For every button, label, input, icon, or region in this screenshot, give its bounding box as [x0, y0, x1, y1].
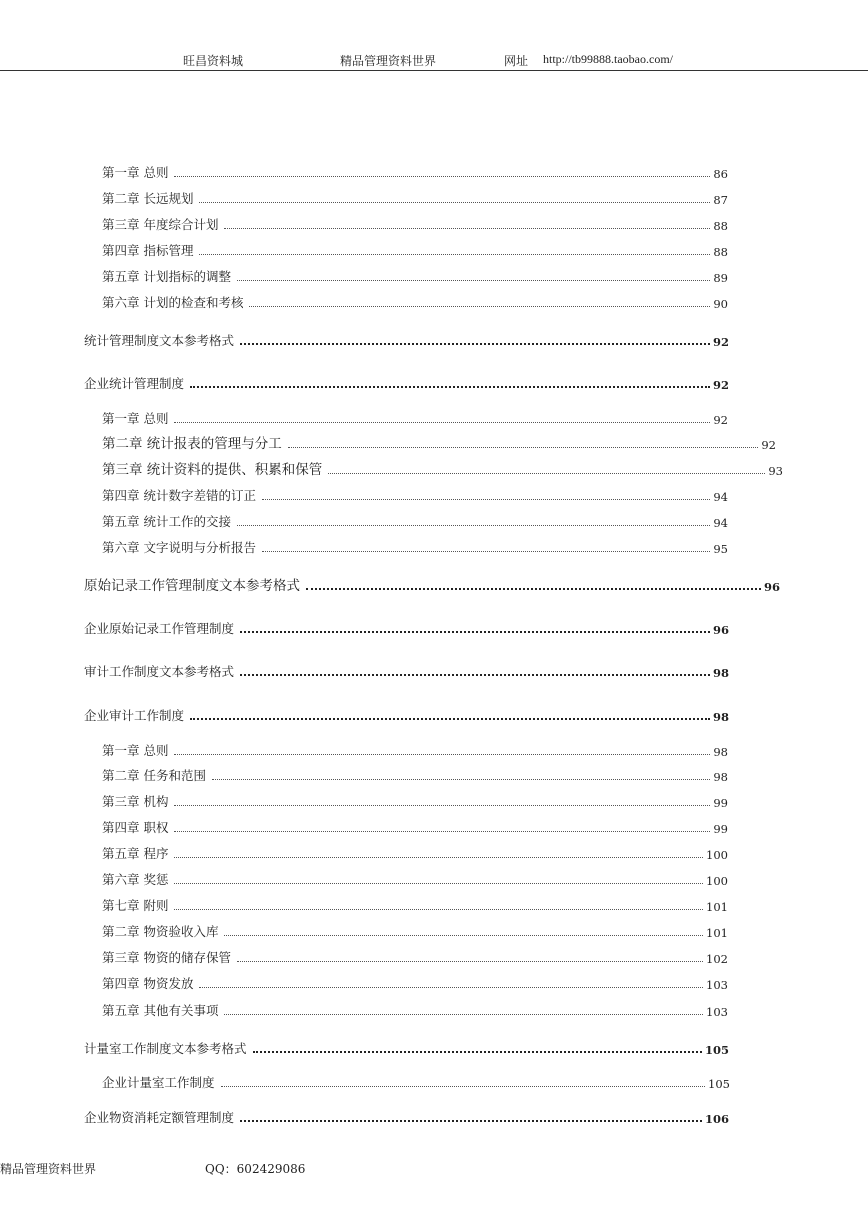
toc-entry[interactable]: 第六章 奖惩 100 — [102, 872, 728, 888]
toc-section-entry[interactable]: 企业审计工作制度 98 — [84, 708, 729, 724]
toc-entry[interactable]: 第六章 文字说明与分析报告 95 — [102, 540, 728, 556]
toc-entry[interactable]: 第七章 附则 101 — [102, 898, 728, 914]
toc-entry[interactable]: 第一章 总则 92 — [102, 411, 728, 427]
toc-section-entry[interactable]: 统计管理制度文本参考格式 92 — [84, 333, 729, 349]
toc-entry[interactable]: 第二章 物资验收入库 101 — [102, 924, 728, 940]
toc-section-entry[interactable]: 企业原始记录工作管理制度 96 — [84, 621, 729, 637]
toc-section-entry[interactable]: 计量室工作制度文本参考格式 105 — [84, 1041, 729, 1057]
header-shop-name: 旺昌资料城 — [183, 54, 244, 68]
toc-entry[interactable]: 第二章 长远规划 87 — [102, 191, 728, 207]
header-slogan: 精品管理资料世界 — [340, 54, 437, 68]
toc-section-entry[interactable]: 原始记录工作管理制度文本参考格式 96 — [84, 578, 780, 594]
toc-section-entry[interactable]: 企业物资消耗定额管理制度 106 — [84, 1110, 729, 1126]
toc-entry[interactable]: 第五章 程序 100 — [102, 846, 728, 862]
toc-entry[interactable]: 第一章 总则 98 — [102, 743, 728, 759]
footer-slogan: 精品管理资料世界 — [0, 1162, 97, 1176]
header-url-label: 网址 — [504, 54, 529, 68]
toc-entry[interactable]: 第五章 统计工作的交接 94 — [102, 514, 728, 530]
toc-entry[interactable]: 第四章 物资发放 103 — [102, 976, 728, 992]
toc-entry[interactable]: 第三章 统计资料的提供、积累和保管 93 — [102, 462, 783, 478]
toc-section-entry[interactable]: 审计工作制度文本参考格式 98 — [84, 664, 729, 680]
toc-entry[interactable]: 第二章 任务和范围 98 — [102, 768, 728, 784]
toc-entry[interactable]: 第三章 年度综合计划 88 — [102, 217, 728, 233]
toc-entry[interactable]: 第三章 机构 99 — [102, 794, 728, 810]
page-header — [0, 52, 868, 71]
footer-qq: QQ：602429086 — [205, 1162, 306, 1176]
toc-entry[interactable]: 第四章 职权 99 — [102, 820, 728, 836]
toc-entry[interactable]: 企业计量室工作制度 105 — [102, 1075, 730, 1091]
toc-entry[interactable]: 第五章 其他有关事项 103 — [102, 1003, 728, 1019]
toc-entry[interactable]: 第五章 计划指标的调整 89 — [102, 269, 728, 285]
toc-entry[interactable]: 第六章 计划的检查和考核 90 — [102, 295, 728, 311]
toc-section-entry[interactable]: 企业统计管理制度 92 — [84, 376, 729, 392]
toc-entry[interactable]: 第四章 指标管理 88 — [102, 243, 728, 259]
header-url[interactable]: http://tb99888.taobao.com/ — [543, 52, 673, 66]
toc-entry[interactable]: 第三章 物资的储存保管 102 — [102, 950, 728, 966]
toc-entry[interactable]: 第四章 统计数字差错的订正 94 — [102, 488, 728, 504]
toc-entry[interactable]: 第二章 统计报表的管理与分工 92 — [102, 436, 776, 452]
toc-entry[interactable]: 第一章 总则 86 — [102, 165, 728, 181]
